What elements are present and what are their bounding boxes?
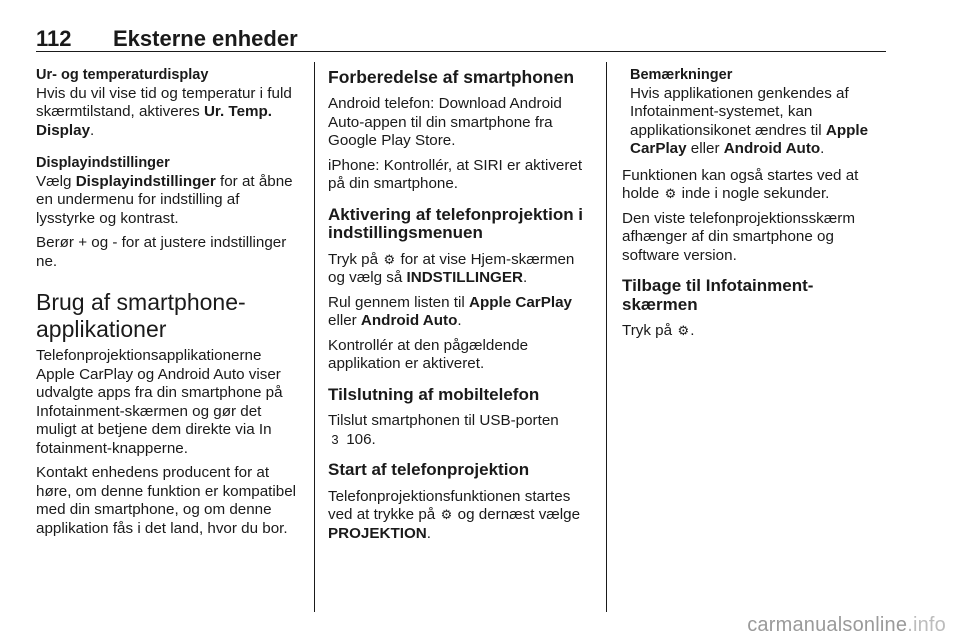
paragraph: Hvis du vil vise tid og temperatur i fuld skærmtilstand, aktiveres Ur. Temp. Display. (36, 84, 292, 139)
paragraph: Vælg Displayindstillinger for at åbne en undermenu for indstilling af lysstyrke og kontrast. (36, 172, 293, 227)
section-title: Displayindstillinger (36, 155, 170, 171)
note-text: Hvis applikationen genkendes af Infotainment-systemet, kan applikationsikonet ændres til Apple CarPlay eller Android Auto. (630, 84, 869, 157)
paragraph: iPhone: Kontrollér, at SIRI er aktiveret på din smartphone. (328, 156, 583, 192)
subsection-heading: Tilbage til Infotainment-skærmen (622, 276, 814, 314)
section-heading: Forberedelse af smartphonen (328, 67, 575, 87)
subsection-heading: Tilslutning af mobiltelefon (328, 384, 540, 404)
paragraph: Android telefon: Download Android Auto-appen til din smartphone fra Google Play Store. (328, 95, 562, 149)
column-1 (36, 66, 298, 544)
paragraph: Den viste telefonprojektionsskærm afhænger af din smartphone og software version. (622, 209, 855, 264)
watermark: carmanualsonline.info (747, 614, 946, 636)
home-icon: ⚙ (383, 251, 396, 267)
paragraph: Tilslut smartphonen til USB-porten 3 106. (328, 412, 559, 448)
paragraph: Tryk på ⚙. (622, 322, 695, 339)
header-rule (36, 51, 886, 52)
column-divider-2 (606, 62, 607, 612)
note-title: Bemærkninger (630, 67, 733, 83)
paragraph: Berør + og - for at justere indstillinger ne. (36, 234, 287, 270)
reference-arrow-icon: 3 (331, 431, 339, 447)
subsection-heading: Aktivering af telefonprojektion i indstillingsmenuen (328, 204, 584, 242)
section-title: Ur- og temperaturdisplay (36, 67, 209, 83)
paragraph: Rul gennem listen til Apple CarPlay eller Android Auto. (328, 293, 572, 329)
home-icon: ⚙ (664, 186, 677, 201)
paragraph: Telefonprojektionsfunktionen startes ved at trykke på ⚙ og dernæst vælge PROJEKTION. (328, 487, 581, 542)
note-box (622, 66, 886, 159)
subsection-heading: Start af telefonprojektion (328, 460, 530, 479)
paragraph: Kontakt enhedens producent for at høre, om denne funktion er kompatibel med din smartphone, og om denne applikation fås i det land, hvor du bor. (36, 464, 297, 537)
chapter-heading: Brug af smartphone-applikationer (36, 289, 246, 342)
paragraph: Telefonprojektionsapplikationerne Apple CarPlay og Android Auto viser udvalgte apps fra din smartphone på Infotainment-skærmen og gør det muligt at betjene dem direkte via In fotainment-knapperne. (36, 347, 283, 457)
paragraph: Tryk på ⚙ for at vise Hjem-skærmen og vælg så INDSTILLINGER. (328, 250, 575, 286)
paragraph: Funktionen kan også startes ved at holde ⚙ inde i nogle sekunder. (622, 166, 859, 202)
page-header (36, 26, 886, 52)
column-divider-1 (314, 62, 315, 612)
paragraph: Kontrollér at den pågældende applikation er aktiveret. (328, 336, 529, 372)
home-icon: ⚙ (677, 323, 690, 338)
page-number: 112 (36, 26, 72, 51)
column-3 (622, 66, 886, 347)
home-icon: ⚙ (440, 507, 453, 522)
column-2 (328, 66, 592, 549)
chapter-title: Eksterne enheder (113, 26, 298, 51)
